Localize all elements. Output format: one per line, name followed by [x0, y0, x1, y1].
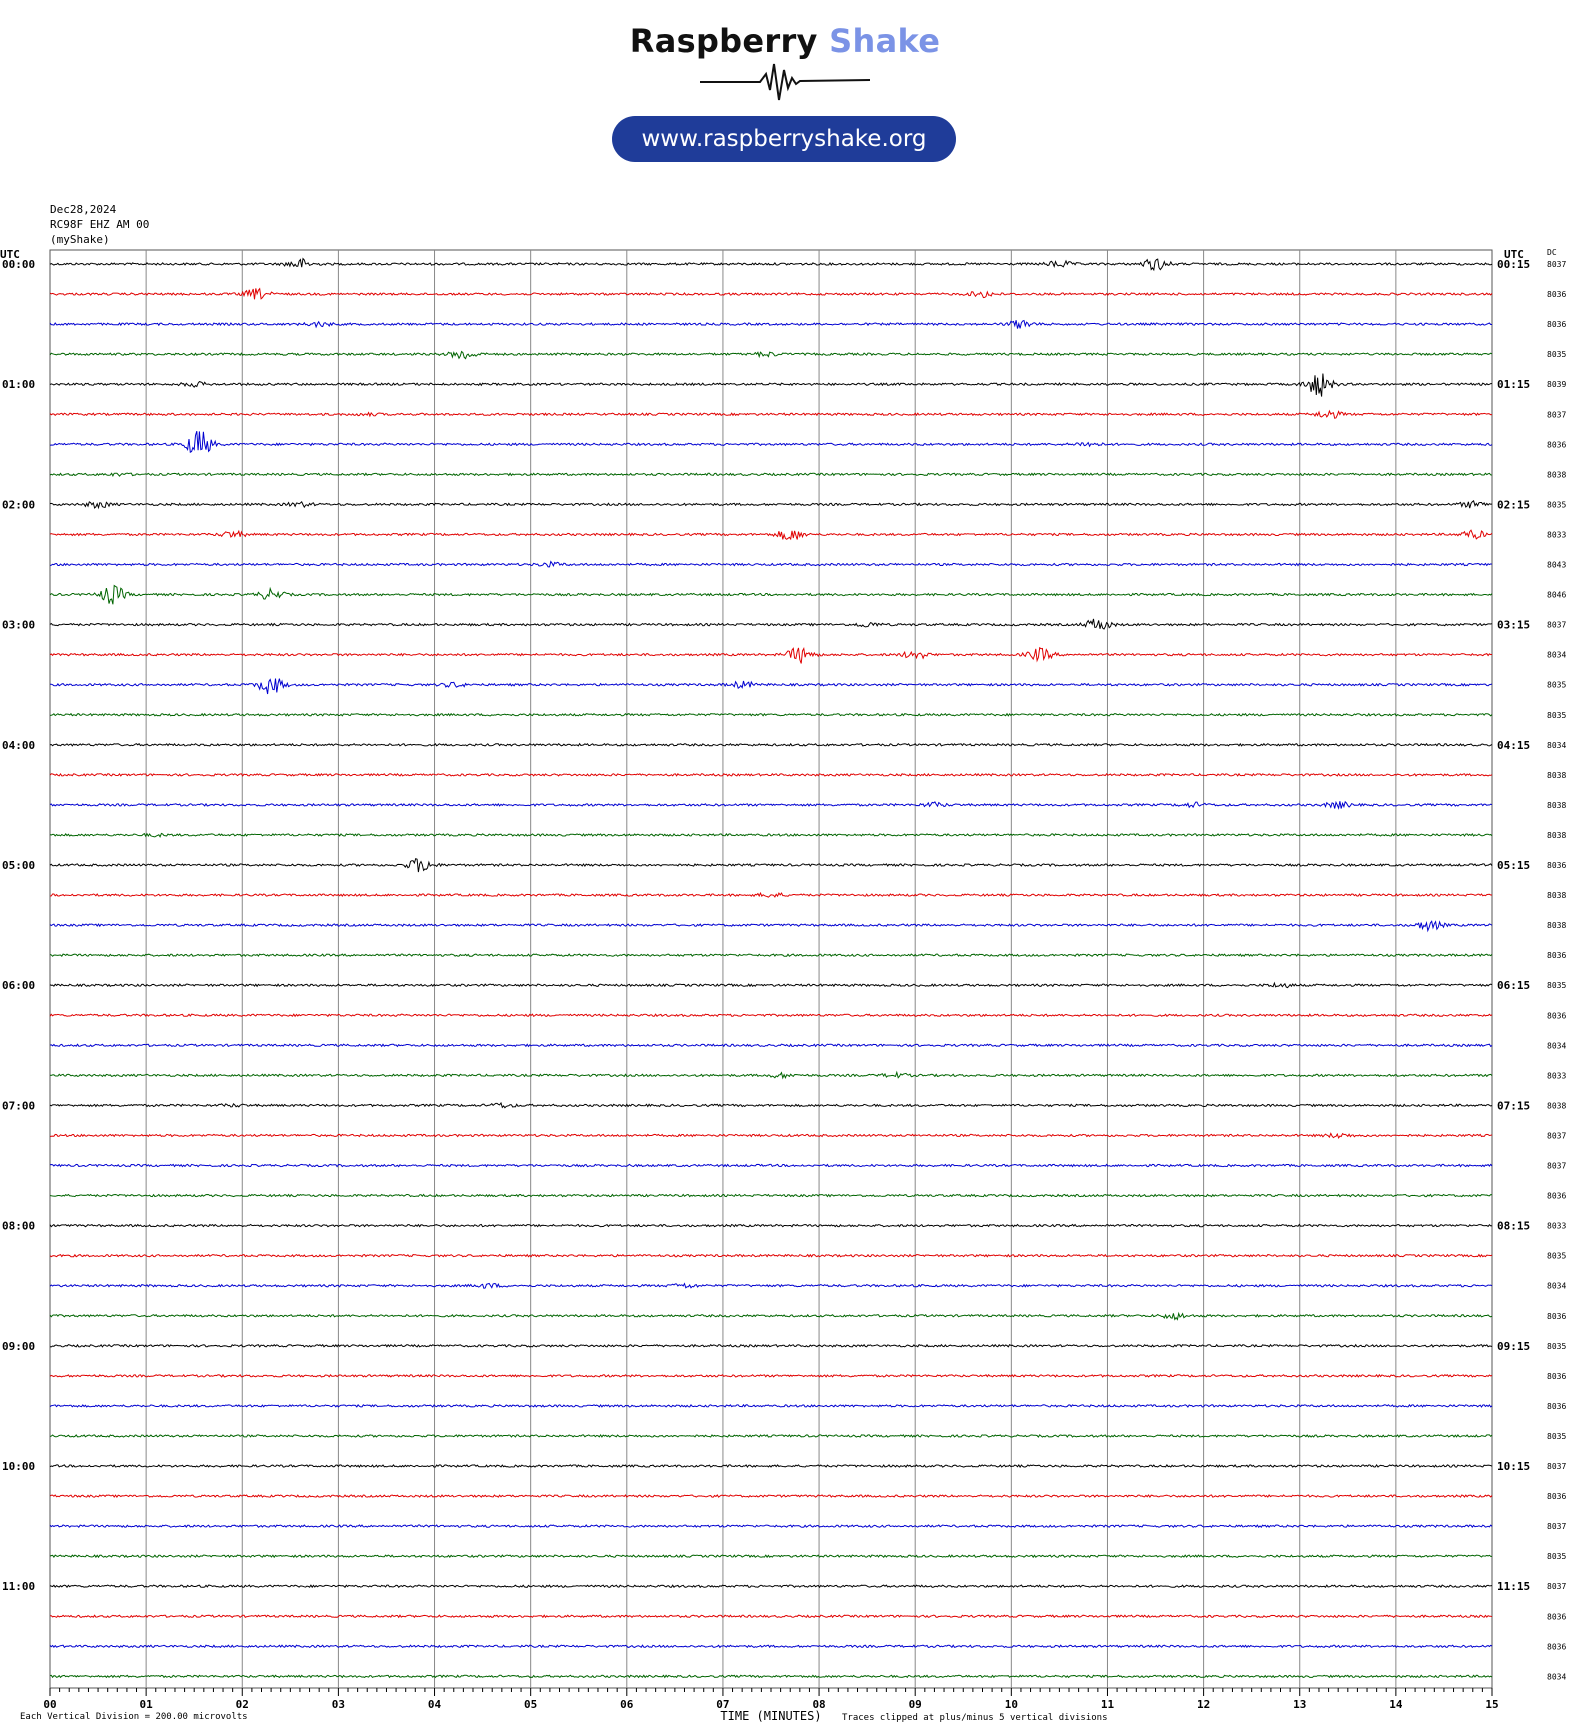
utc-left-label: 07:00 — [2, 1099, 36, 1113]
utc-left-header: UTC — [0, 248, 20, 261]
trace-line — [50, 1495, 1492, 1497]
dc-offset-label: 8037 — [1547, 410, 1567, 420]
trace-line — [50, 859, 1492, 872]
x-tick-label: 06 — [620, 1698, 634, 1711]
dc-offset-label: 8036 — [1547, 440, 1567, 450]
dc-offset-label: 8037 — [1547, 1131, 1567, 1141]
trace-line — [50, 744, 1492, 746]
trace-line — [50, 1675, 1492, 1677]
trace-line — [50, 1195, 1492, 1197]
utc-left-label: 05:00 — [2, 859, 36, 872]
dc-offset-label: 8036 — [1547, 951, 1567, 961]
trace-line — [50, 893, 1492, 897]
utc-right-label: 01:15 — [1497, 378, 1531, 392]
x-tick-label: 10 — [1004, 1698, 1018, 1711]
trace-line — [50, 374, 1492, 397]
trace-line — [50, 679, 1492, 695]
trace-line — [50, 431, 1492, 452]
utc-right-header: UTC — [1504, 248, 1524, 261]
dc-offset-label: 8035 — [1547, 350, 1567, 360]
clipping-note: Traces clipped at plus/minus 5 vertical divisions — [842, 1713, 1108, 1723]
trace-line — [50, 259, 1492, 270]
x-tick-label: 07 — [716, 1698, 730, 1711]
trace-line — [50, 1405, 1492, 1407]
header-network: (myShake) — [50, 233, 110, 246]
trace-line — [50, 501, 1492, 508]
dc-offset-label: 8038 — [1547, 770, 1567, 780]
dc-offset-label: 8034 — [1547, 1281, 1567, 1291]
dc-offset-label: 8037 — [1547, 1522, 1567, 1532]
utc-right-label: 10:15 — [1497, 1460, 1531, 1473]
dc-offset-label: 8035 — [1547, 710, 1567, 720]
dc-offset-label: 8035 — [1547, 1251, 1567, 1261]
trace-line — [50, 801, 1492, 808]
trace-line — [50, 1375, 1492, 1377]
trace-line — [50, 1525, 1492, 1527]
x-tick-label: 08 — [812, 1698, 826, 1711]
utc-right-label: 08:15 — [1497, 1219, 1531, 1233]
trace-line — [50, 1103, 1492, 1108]
dc-offset-label: 8033 — [1547, 530, 1567, 540]
trace-line — [50, 411, 1492, 418]
trace-line — [50, 473, 1492, 476]
utc-left-label: 10:00 — [2, 1460, 36, 1473]
utc-left-label: 08:00 — [2, 1219, 36, 1233]
dc-offset-label: 8036 — [1547, 1612, 1567, 1622]
dc-offset-label: 8034 — [1547, 650, 1567, 660]
dc-offset-label: 8036 — [1547, 1011, 1567, 1021]
x-tick-label: 00 — [43, 1698, 57, 1711]
dc-offset-label: 8038 — [1547, 891, 1567, 901]
trace-line — [50, 288, 1492, 299]
dc-offset-label: 8037 — [1547, 1161, 1567, 1171]
utc-right-label: 04:15 — [1497, 738, 1531, 752]
x-tick-label: 02 — [235, 1698, 249, 1711]
trace-line — [50, 1284, 1492, 1289]
trace-line — [50, 562, 1492, 567]
trace-line — [50, 320, 1492, 328]
trace-line — [50, 714, 1492, 716]
dc-offset-label: 8036 — [1547, 1492, 1567, 1502]
utc-left-label: 01:00 — [2, 378, 36, 392]
trace-line — [50, 833, 1492, 837]
utc-left-label: 06:00 — [2, 979, 36, 993]
website-url-pill[interactable]: www.raspberryshake.org — [612, 116, 956, 162]
trace-line — [50, 983, 1492, 988]
x-tick-label: 11 — [1100, 1698, 1115, 1711]
utc-left-label: 02:00 — [2, 498, 36, 512]
dc-offset-label: 8033 — [1547, 1071, 1567, 1081]
dc-offset-label: 8036 — [1547, 290, 1567, 300]
trace-line — [50, 648, 1492, 664]
dc-offset-label: 8036 — [1547, 1642, 1567, 1652]
dc-offset-label: 8037 — [1547, 1582, 1567, 1592]
x-tick-label: 12 — [1196, 1698, 1211, 1711]
x-tick-label: 05 — [524, 1698, 538, 1711]
x-axis-label: TIME (MINUTES) — [720, 1709, 822, 1723]
trace-line — [50, 1465, 1492, 1467]
trace-line — [50, 1615, 1492, 1617]
utc-right-label: 00:15 — [1497, 258, 1531, 271]
utc-right-label: 06:15 — [1497, 979, 1531, 993]
utc-left-label: 04:00 — [2, 738, 36, 752]
trace-line — [50, 1072, 1492, 1078]
trace-line — [50, 1164, 1492, 1166]
trace-line — [50, 1555, 1492, 1557]
x-tick-label: 13 — [1293, 1698, 1307, 1711]
x-tick-label: 14 — [1389, 1698, 1403, 1711]
utc-left-label: 03:00 — [2, 618, 36, 632]
dc-offset-label: 8034 — [1547, 740, 1567, 750]
x-tick-label: 01 — [139, 1698, 153, 1711]
trace-line — [50, 954, 1492, 956]
utc-right-label: 07:15 — [1497, 1099, 1531, 1113]
dc-offset-label: 8038 — [1547, 830, 1567, 840]
utc-right-label: 03:15 — [1497, 618, 1531, 632]
x-tick-label: 03 — [331, 1698, 346, 1711]
trace-line — [50, 1255, 1492, 1257]
dc-offset-label: 8036 — [1547, 1401, 1567, 1411]
trace-line — [50, 1645, 1492, 1647]
trace-line — [50, 1585, 1492, 1587]
logo-word-shake: Shake — [829, 22, 941, 60]
logo-word-raspberry: Raspberry — [629, 22, 818, 60]
dc-offset-label: 8046 — [1547, 590, 1567, 600]
dc-offset-label: 8035 — [1547, 1552, 1567, 1562]
dc-offset-label: 8035 — [1547, 1431, 1567, 1441]
dc-offset-label: 8036 — [1547, 320, 1567, 330]
trace-line — [50, 1225, 1492, 1227]
dc-offset-label: 8034 — [1547, 1041, 1567, 1051]
dc-offset-label: 8038 — [1547, 1101, 1567, 1111]
dc-offset-label: 8038 — [1547, 800, 1567, 810]
trace-line — [50, 619, 1492, 629]
dc-offset-label: 8035 — [1547, 680, 1567, 690]
dc-offset-label: 8034 — [1547, 1672, 1567, 1682]
trace-line — [50, 1014, 1492, 1016]
trace-line — [50, 1044, 1492, 1046]
trace-line — [50, 586, 1492, 605]
trace-line — [50, 1133, 1492, 1138]
utc-right-label: 02:15 — [1497, 498, 1531, 512]
vertical-division-note: Each Vertical Division = 200.00 microvolts — [20, 1712, 248, 1722]
utc-left-label: 09:00 — [2, 1339, 36, 1353]
x-tick-label: 09 — [908, 1698, 922, 1711]
plot-frame — [50, 250, 1492, 1688]
dc-offset-label: 8038 — [1547, 470, 1567, 480]
trace-line — [50, 1345, 1492, 1347]
trace-line — [50, 774, 1492, 776]
trace-line — [50, 352, 1492, 359]
utc-right-label: 11:15 — [1497, 1580, 1531, 1594]
dc-offset-label: 8033 — [1547, 1221, 1567, 1231]
dc-offset-label: 8036 — [1547, 861, 1567, 870]
dc-offset-label: 8035 — [1547, 500, 1567, 510]
dc-offset-label: 8035 — [1547, 1341, 1567, 1351]
utc-left-label: 11:00 — [2, 1580, 36, 1594]
header-date: Dec28,2024 — [50, 203, 117, 216]
dc-offset-label: 8039 — [1547, 380, 1567, 390]
trace-line — [50, 530, 1492, 539]
dc-offset-label: 8036 — [1547, 1371, 1567, 1381]
utc-left-label: 00:00 — [2, 258, 36, 271]
dc-offset-label: 8036 — [1547, 1311, 1567, 1321]
header-station: RC98F EHZ AM 00 — [50, 218, 150, 231]
dc-header: DC — [1547, 248, 1557, 257]
dc-offset-label: 8037 — [1547, 260, 1567, 269]
dc-offset-label: 8037 — [1547, 1462, 1567, 1471]
dc-offset-label: 8036 — [1547, 1191, 1567, 1201]
dc-offset-label: 8037 — [1547, 620, 1567, 630]
dc-offset-label: 8035 — [1547, 981, 1567, 991]
x-tick-label: 15 — [1485, 1698, 1499, 1711]
utc-right-label: 09:15 — [1497, 1339, 1531, 1353]
dc-offset-label: 8043 — [1547, 560, 1567, 570]
trace-line — [50, 921, 1492, 930]
utc-right-label: 05:15 — [1497, 859, 1531, 872]
trace-line — [50, 1435, 1492, 1437]
x-tick-label: 04 — [427, 1698, 442, 1711]
dc-offset-label: 8038 — [1547, 921, 1567, 931]
trace-line — [50, 1313, 1492, 1319]
